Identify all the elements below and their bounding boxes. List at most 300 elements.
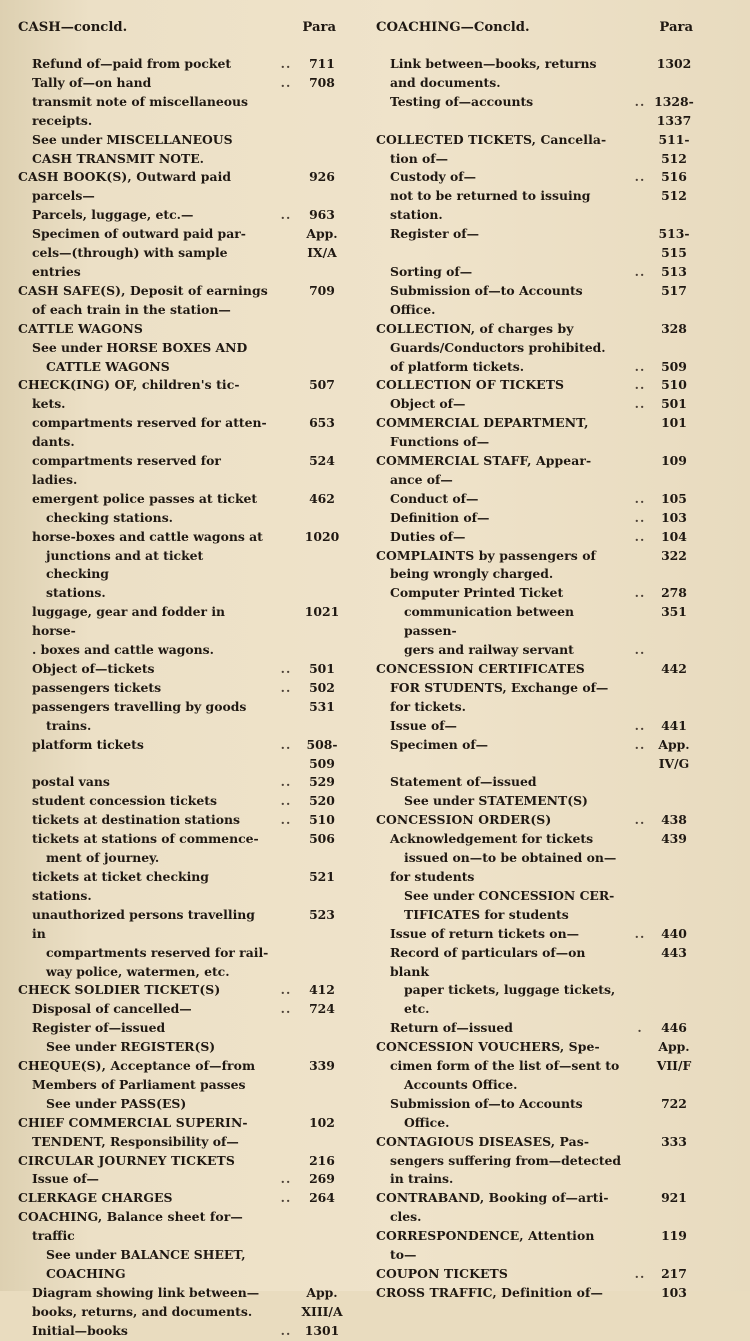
leader-dots (276, 131, 296, 150)
index-entry-text: Submission of—to Accounts (390, 282, 583, 298)
para-number: 438 (661, 812, 687, 828)
leader-dots (276, 944, 296, 963)
leader-dots (630, 1114, 650, 1133)
para-number (296, 1038, 348, 1057)
index-entry-text: dants. (32, 434, 75, 450)
leader-dots: . (637, 1020, 643, 1036)
index-entry (376, 641, 698, 660)
leader-dots (630, 1227, 650, 1246)
leader-dots: .. (280, 679, 292, 695)
index-entry (376, 244, 698, 263)
index-entry (376, 93, 698, 112)
index-entry (18, 773, 348, 792)
leader-dots (630, 773, 650, 792)
para-number: 339 (309, 1058, 335, 1074)
index-entry-text: See under HORSE BOXES AND (32, 339, 248, 355)
para-number (296, 320, 348, 339)
index-entry (18, 490, 348, 509)
para-number: App. (306, 1284, 338, 1300)
para-number (650, 641, 698, 660)
para-number (296, 263, 348, 282)
para-number (296, 641, 348, 660)
index-entry (376, 755, 698, 774)
leader-dots (276, 868, 296, 906)
index-entry (376, 1189, 698, 1208)
index-entry-text: Acknowledgement for tickets (390, 831, 594, 847)
index-entry (376, 1246, 698, 1265)
para-number: 119 (661, 1228, 687, 1244)
index-entry-text: gers and railway servant (404, 642, 574, 658)
index-entry-text: for students (390, 868, 475, 884)
leader-dots (276, 282, 296, 301)
leader-dots (630, 906, 650, 925)
index-entry (18, 1095, 348, 1114)
index-entry (376, 1133, 698, 1152)
index-entry (376, 528, 698, 547)
index-entry-text: of each train in the station— (32, 301, 231, 317)
para-number: 523 (309, 906, 335, 922)
para-number: App. (658, 1039, 690, 1055)
para-number: 1337 (656, 112, 692, 128)
leader-dots (630, 1038, 650, 1057)
index-entry (18, 641, 348, 660)
para-number (296, 1133, 348, 1152)
index-entry-text: Specimen of— (390, 736, 489, 752)
para-number (650, 206, 698, 225)
index-entry (18, 1284, 348, 1303)
para-number: 515 (661, 245, 687, 261)
leader-dots (276, 755, 296, 774)
index-entry (18, 736, 348, 755)
para-number (296, 395, 348, 414)
para-number: 217 (661, 1266, 687, 1281)
index-entry (18, 1057, 348, 1076)
index-entry-text: See under BALANCE SHEET, (46, 1247, 246, 1263)
index-entry (376, 1170, 698, 1189)
index-entry-text: CLERKAGE CHARGES (18, 1190, 173, 1206)
para-number (650, 1246, 698, 1265)
index-entry (18, 944, 348, 963)
index-entry-text: transmit note of miscellaneous (32, 93, 249, 109)
leader-dots: .. (634, 1266, 646, 1281)
index-entry (18, 168, 348, 187)
leader-dots (630, 698, 650, 717)
para-number: 446 (661, 1020, 687, 1036)
leader-dots (276, 1227, 296, 1246)
index-entry (18, 1038, 348, 1057)
index-entry (376, 112, 698, 131)
leader-dots (630, 755, 650, 774)
index-entry-text: Accounts Office. (404, 1076, 518, 1092)
para-number (296, 187, 348, 206)
index-entry-text: Submission of—to Accounts (390, 1095, 583, 1111)
para-number (296, 1265, 348, 1284)
para-number: 512 (661, 188, 687, 204)
para-number (650, 868, 698, 887)
right-column-title: COACHING—Concld. (376, 20, 530, 35)
para-number (296, 963, 348, 982)
index-entry (18, 131, 348, 150)
leader-dots (276, 320, 296, 339)
para-number: 709 (309, 282, 335, 298)
index-entry-text: and documents. (390, 74, 501, 90)
leader-dots: .. (634, 736, 646, 752)
index-entry (18, 55, 348, 74)
index-entry-text: Office. (390, 301, 436, 317)
index-entry (376, 225, 698, 244)
index-entry (18, 414, 348, 433)
index-entry (18, 755, 348, 774)
index-entry-text (376, 112, 630, 131)
index-entry-text: Diagram showing link between— (32, 1284, 260, 1300)
index-entry (376, 471, 698, 490)
index-entry-text: COACHING (46, 1266, 126, 1281)
leader-dots (276, 641, 296, 660)
index-entry-text: luggage, gear and fodder in horse- (32, 604, 226, 639)
index-entry-text: in trains. (390, 1171, 454, 1187)
index-entry (18, 849, 348, 868)
leader-dots (630, 1208, 650, 1227)
index-entry (18, 339, 348, 358)
index-entry-text: CHECK SOLDIER TICKET(S) (18, 982, 221, 998)
leader-dots (630, 792, 650, 811)
para-number: 501 (309, 661, 335, 676)
para-number: App. (658, 736, 690, 752)
para-number (296, 112, 348, 131)
index-entry-text: Object of—tickets (32, 661, 155, 676)
para-number (650, 471, 698, 490)
leader-dots (276, 1152, 296, 1171)
para-number (296, 301, 348, 320)
index-entry-text: traffic (32, 1228, 75, 1244)
index-entry-text (376, 244, 630, 263)
index-entry-text: Sorting of— (390, 263, 473, 279)
para-number (296, 1246, 348, 1265)
index-entry (18, 679, 348, 698)
para-number (650, 1152, 698, 1171)
index-entry-text: ance of— (390, 471, 453, 487)
index-entry-text: CROSS TRAFFIC, Definition of— (376, 1284, 603, 1300)
leader-dots (276, 1057, 296, 1076)
index-entry-text: Duties of— (390, 528, 466, 544)
index-entry-text: CHECK(ING) OF, children's tic- (18, 377, 240, 393)
index-entry (376, 414, 698, 433)
leader-dots (630, 1284, 650, 1303)
para-number: 462 (309, 490, 335, 506)
leader-dots (276, 168, 296, 187)
para-number (650, 1170, 698, 1189)
index-entry (18, 1076, 348, 1095)
index-entry-text: COLLECTION, of charges by (376, 320, 574, 336)
leader-dots: .. (280, 736, 292, 752)
para-number: 1021 (304, 604, 340, 620)
para-number (296, 358, 348, 377)
index-entry (376, 1038, 698, 1057)
leader-dots (630, 131, 650, 150)
leader-dots (276, 301, 296, 320)
para-number: 926 (309, 169, 335, 185)
leader-dots (630, 1189, 650, 1208)
index-entry-text: way police, watermen, etc. (46, 963, 230, 979)
index-entry (18, 1114, 348, 1133)
index-entry (376, 206, 698, 225)
para-number: 1302 (656, 56, 692, 71)
index-entry (376, 1076, 698, 1095)
index-entry-text: CHIEF COMMERCIAL SUPERIN- (18, 1114, 248, 1130)
leader-dots (630, 547, 650, 566)
index-entry-text: compartments reserved for ladies. (32, 453, 221, 487)
index-entry (376, 736, 698, 755)
para-number: 509 (309, 755, 335, 771)
para-number: 103 (661, 509, 687, 525)
para-number (650, 1076, 698, 1095)
index-entry (18, 906, 348, 944)
index-entry-text: Object of— (390, 396, 466, 412)
leader-dots: .. (634, 585, 646, 601)
index-entry-text: junctions and at ticket checking (46, 547, 204, 582)
index-entry (376, 131, 698, 150)
leader-dots (276, 906, 296, 944)
para-number (296, 433, 348, 452)
index-entry-text: See under REGISTER(S) (46, 1039, 216, 1055)
index-entry-text: cimen form of the list of—sent to (390, 1058, 620, 1074)
para-number: 531 (309, 698, 335, 714)
para-number (650, 887, 698, 906)
index-entry-text: Disposal of cancelled— (32, 1001, 192, 1017)
index-entry (376, 887, 698, 906)
index-entry-text: Register of— (390, 226, 479, 242)
index-entry (18, 1019, 348, 1038)
leader-dots: .. (634, 169, 646, 185)
index-entry-text: compartments reserved for atten- (32, 415, 267, 431)
leader-dots (276, 244, 296, 263)
index-entry-text: Statement of—issued (390, 774, 537, 790)
leader-dots (276, 849, 296, 868)
index-entry-text: Conduct of— (390, 490, 479, 506)
index-entry (18, 1322, 348, 1341)
index-entry (18, 1133, 348, 1152)
para-number: 105 (661, 490, 687, 506)
leader-dots (276, 150, 296, 169)
leader-dots (630, 471, 650, 490)
index-entry (18, 395, 348, 414)
index-entry (376, 660, 698, 679)
leader-dots: .. (280, 1171, 292, 1187)
index-entry-text: See under PASS(ES) (46, 1095, 187, 1111)
index-entry (376, 376, 698, 395)
index-entry (18, 206, 348, 225)
leader-dots (276, 414, 296, 433)
right-entry-list (376, 55, 698, 1303)
index-entry-text: Return of—issued (390, 1020, 513, 1036)
leader-dots (276, 1133, 296, 1152)
para-number: 103 (661, 1284, 687, 1300)
index-entry-text: tickets at ticket checking stations. (32, 868, 209, 903)
index-entry-text: stations. (46, 585, 106, 601)
index-entry-text: passengers travelling by goods (32, 698, 247, 714)
index-entry-text: Register of—issued (32, 1020, 166, 1036)
leader-dots (276, 1095, 296, 1114)
para-number: 507 (309, 377, 335, 393)
index-entry (18, 244, 348, 263)
index-entry-text: tickets at stations of commence- (32, 831, 259, 847)
para-number: 711 (309, 56, 335, 71)
leader-dots: .. (280, 793, 292, 809)
leader-dots: .. (280, 982, 292, 998)
index-entry (376, 263, 698, 282)
index-entry (18, 1265, 348, 1284)
index-entry (18, 225, 348, 244)
index-entry-text: See under CONCESSION CER- (404, 887, 615, 903)
index-entry-text: CONCESSION VOUCHERS, Spe- (376, 1039, 600, 1055)
leader-dots (630, 206, 650, 225)
leader-dots: .. (280, 1322, 292, 1338)
para-number: 328 (661, 320, 687, 336)
leader-dots (276, 1038, 296, 1057)
para-number (296, 849, 348, 868)
index-entry-text: . boxes and cattle wagons. (32, 642, 214, 658)
index-entry-text: entries (32, 263, 81, 279)
index-entry-text: compartments reserved for rail- (46, 944, 269, 960)
index-entry (376, 773, 698, 792)
para-number: XIII/A (301, 1303, 343, 1319)
index-entry-text: station. (390, 207, 443, 223)
index-entry (376, 717, 698, 736)
leader-dots: .. (634, 490, 646, 506)
para-number (650, 1208, 698, 1227)
index-entry (18, 282, 348, 301)
index-entry (376, 830, 698, 849)
index-entry-text: CONTRABAND, Booking of—arti- (376, 1190, 609, 1206)
leader-dots (630, 244, 650, 263)
leader-dots (276, 187, 296, 206)
leader-dots: .. (280, 74, 292, 90)
leader-dots: .. (280, 56, 292, 71)
leader-dots (276, 93, 296, 112)
para-number: 513- (658, 226, 690, 242)
index-entry-text: Computer Printed Ticket (390, 585, 564, 601)
index-entry-text: Parcels, luggage, etc.— (32, 207, 194, 223)
index-entry (18, 717, 348, 736)
index-entry (376, 1208, 698, 1227)
index-entry (18, 1000, 348, 1019)
leader-dots (276, 1114, 296, 1133)
index-entry-text: Link between—books, returns (390, 56, 597, 71)
index-entry (376, 584, 698, 603)
index-entry-text: for tickets. (390, 698, 466, 714)
index-entry-text: CASH TRANSMIT NOTE. (32, 150, 204, 166)
para-number (650, 698, 698, 717)
index-entry (376, 1152, 698, 1171)
index-entry-text: emergent police passes at ticket (32, 490, 258, 506)
para-number: 517 (661, 282, 687, 298)
leader-dots (630, 981, 650, 1019)
leader-dots (630, 282, 650, 301)
leader-dots (276, 1265, 296, 1284)
para-number: 521 (309, 868, 335, 884)
index-entry-text: CONCESSION CERTIFICATES (376, 661, 585, 676)
index-entry (376, 452, 698, 471)
index-entry (376, 301, 698, 320)
para-number: 101 (661, 415, 687, 431)
para-number (296, 584, 348, 603)
leader-dots (276, 698, 296, 717)
para-number: 512 (661, 150, 687, 166)
para-number: 109 (661, 453, 687, 469)
index-entry-text: Testing of—accounts (390, 93, 534, 109)
index-entry (18, 150, 348, 169)
index-entry (18, 93, 348, 112)
index-entry (376, 868, 698, 887)
leader-dots (276, 717, 296, 736)
index-entry (18, 320, 348, 339)
index-entry (18, 584, 348, 603)
leader-dots (630, 944, 650, 982)
para-number (296, 131, 348, 150)
para-number (296, 1227, 348, 1246)
index-entry-text: issued on—to be obtained on— (404, 850, 617, 866)
para-number (296, 93, 348, 112)
index-entry-text: of platform tickets. (390, 358, 525, 374)
leader-dots (276, 830, 296, 849)
leader-dots: .. (634, 717, 646, 733)
index-entry (18, 452, 348, 490)
para-number (650, 679, 698, 698)
index-entry (18, 528, 348, 547)
para-number (296, 717, 348, 736)
index-entry (18, 603, 348, 641)
index-entry-text: not to be returned to issuing (390, 188, 591, 204)
leader-dots (276, 547, 296, 585)
para-number: 104 (661, 528, 687, 544)
leader-dots: .. (280, 1001, 292, 1017)
leader-dots: .. (634, 93, 646, 109)
leader-dots (630, 433, 650, 452)
para-number: 412 (309, 982, 335, 998)
para-number: 511- (658, 131, 690, 147)
left-column-header (18, 18, 348, 55)
index-entry-text: cels—(through) with sample (32, 245, 228, 261)
para-number (296, 509, 348, 528)
index-entry (18, 868, 348, 906)
leader-dots (276, 509, 296, 528)
para-number: 442 (661, 661, 687, 676)
index-entry-text: trains. (46, 717, 92, 733)
index-entry-text: kets. (32, 396, 66, 412)
index-entry-text: COMMERCIAL STAFF, Appear- (376, 453, 592, 469)
index-entry (376, 509, 698, 528)
leader-dots (630, 849, 650, 868)
leader-dots (276, 963, 296, 982)
para-number: 516 (661, 169, 687, 185)
index-entry-text: COLLECTION OF TICKETS (376, 377, 565, 393)
para-number: 278 (661, 585, 687, 601)
index-entry-text: Record of particulars of—on blank (390, 944, 586, 979)
leader-dots (630, 603, 650, 641)
leader-dots (276, 339, 296, 358)
index-entry (376, 1265, 698, 1284)
para-number: 921 (661, 1190, 687, 1206)
leader-dots: .. (634, 528, 646, 544)
leader-dots (276, 395, 296, 414)
leader-dots (630, 1246, 650, 1265)
para-number (650, 1114, 698, 1133)
leader-dots: .. (634, 263, 646, 279)
index-entry (18, 358, 348, 377)
para-number (650, 433, 698, 452)
right-column-header (376, 18, 698, 55)
index-entry-text: FOR STUDENTS, Exchange of— (390, 679, 609, 695)
